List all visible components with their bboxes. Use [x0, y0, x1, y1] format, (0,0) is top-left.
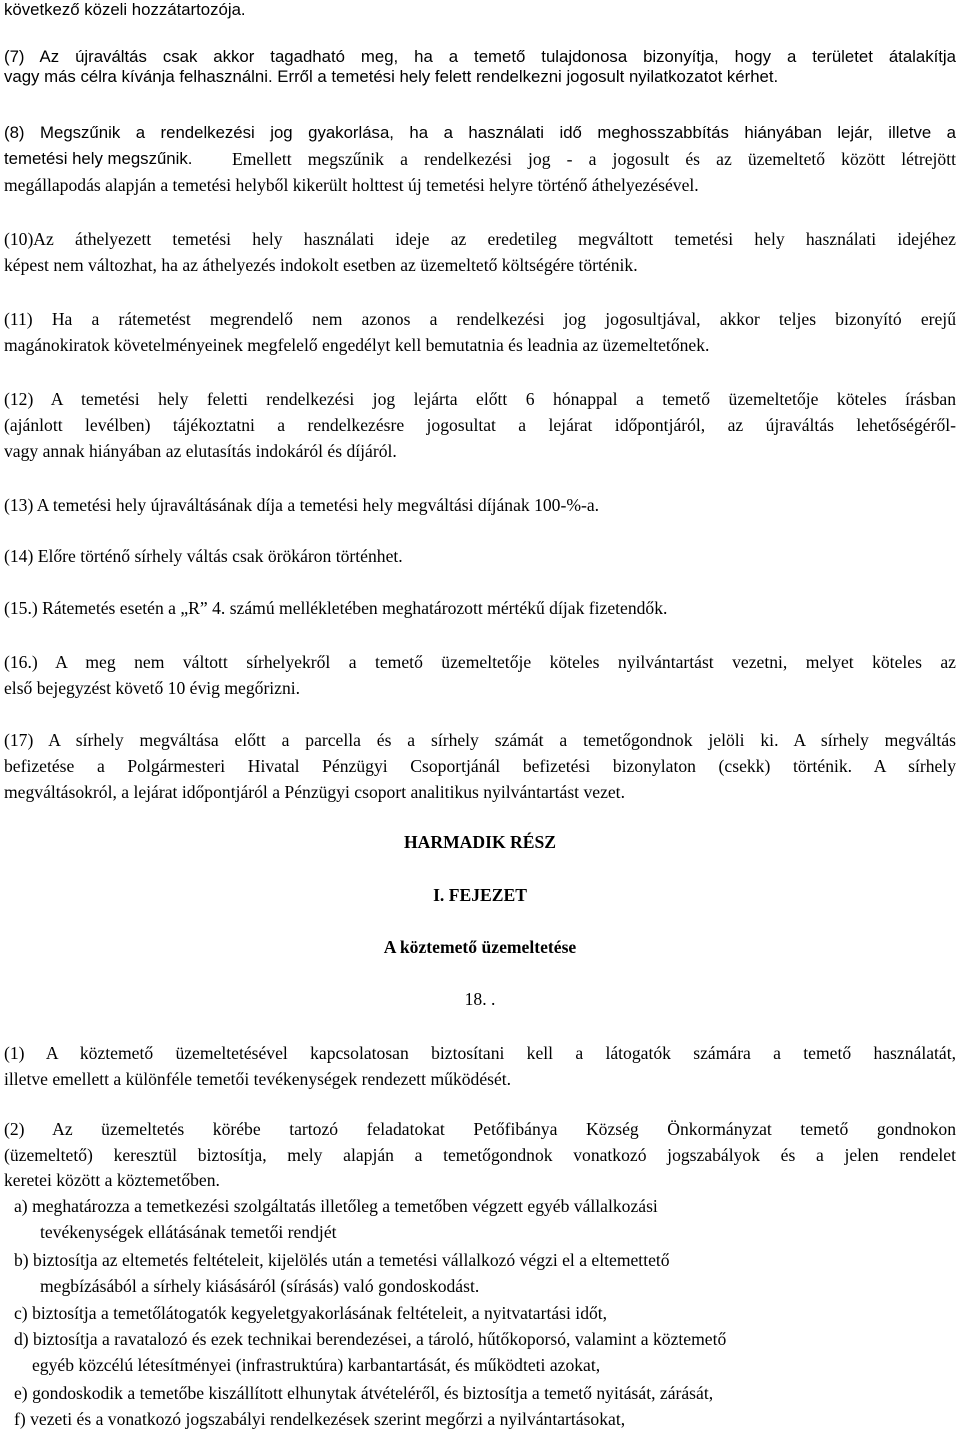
- paragraph-8-line-2a: temetési hely megszűnik.: [4, 149, 193, 168]
- paragraph-14: (14) Előre történő sírhely váltás csak örökáron történhet.: [4, 546, 403, 566]
- list-item-c: c) biztosítja a temetőlátogatók kegyeletgyakorlásának feltételeit, a nyitvatartási időt,: [14, 1303, 608, 1323]
- section-2-line-3: keretei között a köztemetőben.: [4, 1170, 220, 1190]
- section-number: 18. .: [464, 989, 496, 1009]
- part-heading: HARMADIK RÉSZ: [403, 832, 556, 852]
- paragraph-12-line-2: (ajánlott levélben) tájékoztatni a rendelkezésre jogosultat a lejárat időpontjáról, az újraváltás lehetőségéről-: [4, 415, 956, 435]
- paragraph-17-line-3: megváltásokról, a lejárat időpontjáról a Pénzügyi csoport analitikus nyilvántartást vezet.: [4, 782, 625, 802]
- paragraph-17-line-2: befizetése a Polgármesteri Hivatal Pénzügyi Csoportjánál befizetési bizonylaton (csekk) történik. A sírhely: [4, 756, 956, 776]
- section-2-line-2: (üzemeltető) keresztül biztosítja, mely alapján a temetőgondnok vonatkozó jogszabályok és a jelen rendelet: [4, 1145, 956, 1165]
- paragraph-12-line-1: (12) A temetési hely feletti rendelkezési jog lejárta előtt 6 hónappal a temető üzemeltetője köteles írásban: [4, 389, 956, 409]
- chapter-heading: I. FEJEZET: [433, 885, 527, 905]
- paragraph-7-line-1: (7) Az újraváltás csak akkor tagadható meg, ha a temető tulajdonosa bizonyítja, hogy a területet átalakítja: [4, 47, 956, 66]
- chapter-title: A köztemető üzemeltetése: [383, 937, 577, 957]
- paragraph-16-line-1: (16.) A meg nem váltott sírhelyekről a temető üzemeltetője köteles nyilvántartást vezetni, melyet köteles az: [4, 652, 956, 672]
- paragraph-16-line-2: első bejegyzést követő 10 évig megőrizni.: [4, 678, 301, 698]
- paragraph-15: (15.) Rátemetés esetén a „R” 4. számú mellékletében meghatározott mértékű díjak fizetendők.: [4, 598, 668, 618]
- list-item-a-line-1: a) meghatározza a temetkezési szolgáltatás illetőleg a temetőben végzett egyéb vállalkozási: [14, 1196, 658, 1216]
- section-1-line-2: illetve emellett a különféle temetői tevékenységek rendezett működését.: [4, 1069, 512, 1089]
- paragraph-10-line-2: képest nem változhat, ha az áthelyezés indokolt esetben az üzemeltető költségére történik.: [4, 255, 638, 275]
- text-line: következő közeli hozzátartozója.: [4, 0, 246, 19]
- list-item-f: f) vezeti és a vonatkozó jogszabályi rendelkezések szerint megőrzi a nyilvántartásokat,: [14, 1409, 626, 1429]
- paragraph-8-line-3: megállapodás alapján a temetési helyből kikerült holttest új temetési helyre történő áthelyezésével.: [4, 175, 699, 195]
- section-1-line-1: (1) A köztemető üzemeltetésével kapcsolatosan biztosítani kell a látogatók számára a temető használatát,: [4, 1043, 956, 1063]
- list-item-d-line-1: d) biztosítja a ravatalozó és ezek technikai berendezései, a tároló, hűtőkoporsó, valamint a köztemető: [14, 1329, 727, 1349]
- paragraph-11-line-2: magánokiratok követelményeinek megfelelő engedélyt kell bemutatnia és leadnia az üzemeltetőnek.: [4, 335, 710, 355]
- paragraph-10-line-1: (10)Az áthelyezett temetési hely használati ideje az eredetileg megváltott temetési hely használati idejéhez: [4, 229, 956, 249]
- paragraph-8-line-1: (8) Megszűnik a rendelkezési jog gyakorlása, ha a használati idő meghosszabbítás hiányában lejár, illetve a: [4, 123, 956, 142]
- list-item-b-line-1: b) biztosítja az eltemetés feltételeit, kijelölés után a temetési vállalkozó végzi el a eltemettető: [14, 1250, 670, 1270]
- list-item-e: e) gondoskodik a temetőbe kiszállított elhunytak átvételéről, és biztosítja a temető nyitását, zárását,: [14, 1383, 714, 1403]
- paragraph-17-line-1: (17) A sírhely megváltása előtt a parcella és a sírhely számát a temetőgondnok jelöli ki. A sírhely megváltás: [4, 730, 956, 750]
- list-item-a-line-2: tevékenységek ellátásának temetői rendjét: [40, 1222, 337, 1242]
- paragraph-11-line-1: (11) Ha a rátemetést megrendelő nem azonos a rendelkezési jog jogosultjával, akkor teljes bizonyító erejű: [4, 309, 956, 329]
- paragraph-12-line-3: vagy annak hiányában az elutasítás indokáról és díjáról.: [4, 441, 397, 461]
- paragraph-7-line-2: vagy más célra kívánja felhasználni. Erről a temetési hely felett rendelkezni jogosult nyilatkozatot kérhet.: [4, 67, 779, 86]
- list-item-b-line-2: megbízásából a sírhely kiásásáról (sírásás) való gondoskodást.: [40, 1276, 480, 1296]
- paragraph-8-line-2b: Emellett megszűnik a rendelkezési jog - a jogosult és az üzemeltető között létrejött: [232, 149, 956, 169]
- list-item-d-line-2: egyéb közcélú létesítményei (infrastruktúra) karbantartását, és működteti azokat,: [32, 1355, 601, 1375]
- paragraph-13: (13) A temetési hely újraváltásának díja a temetési hely megváltási díjának 100-%-a.: [4, 495, 600, 515]
- section-2-line-1: (2) Az üzemeltetés körébe tartozó feladatokat Petőfibánya Község Önkormányzat temető gondnokon: [4, 1119, 956, 1139]
